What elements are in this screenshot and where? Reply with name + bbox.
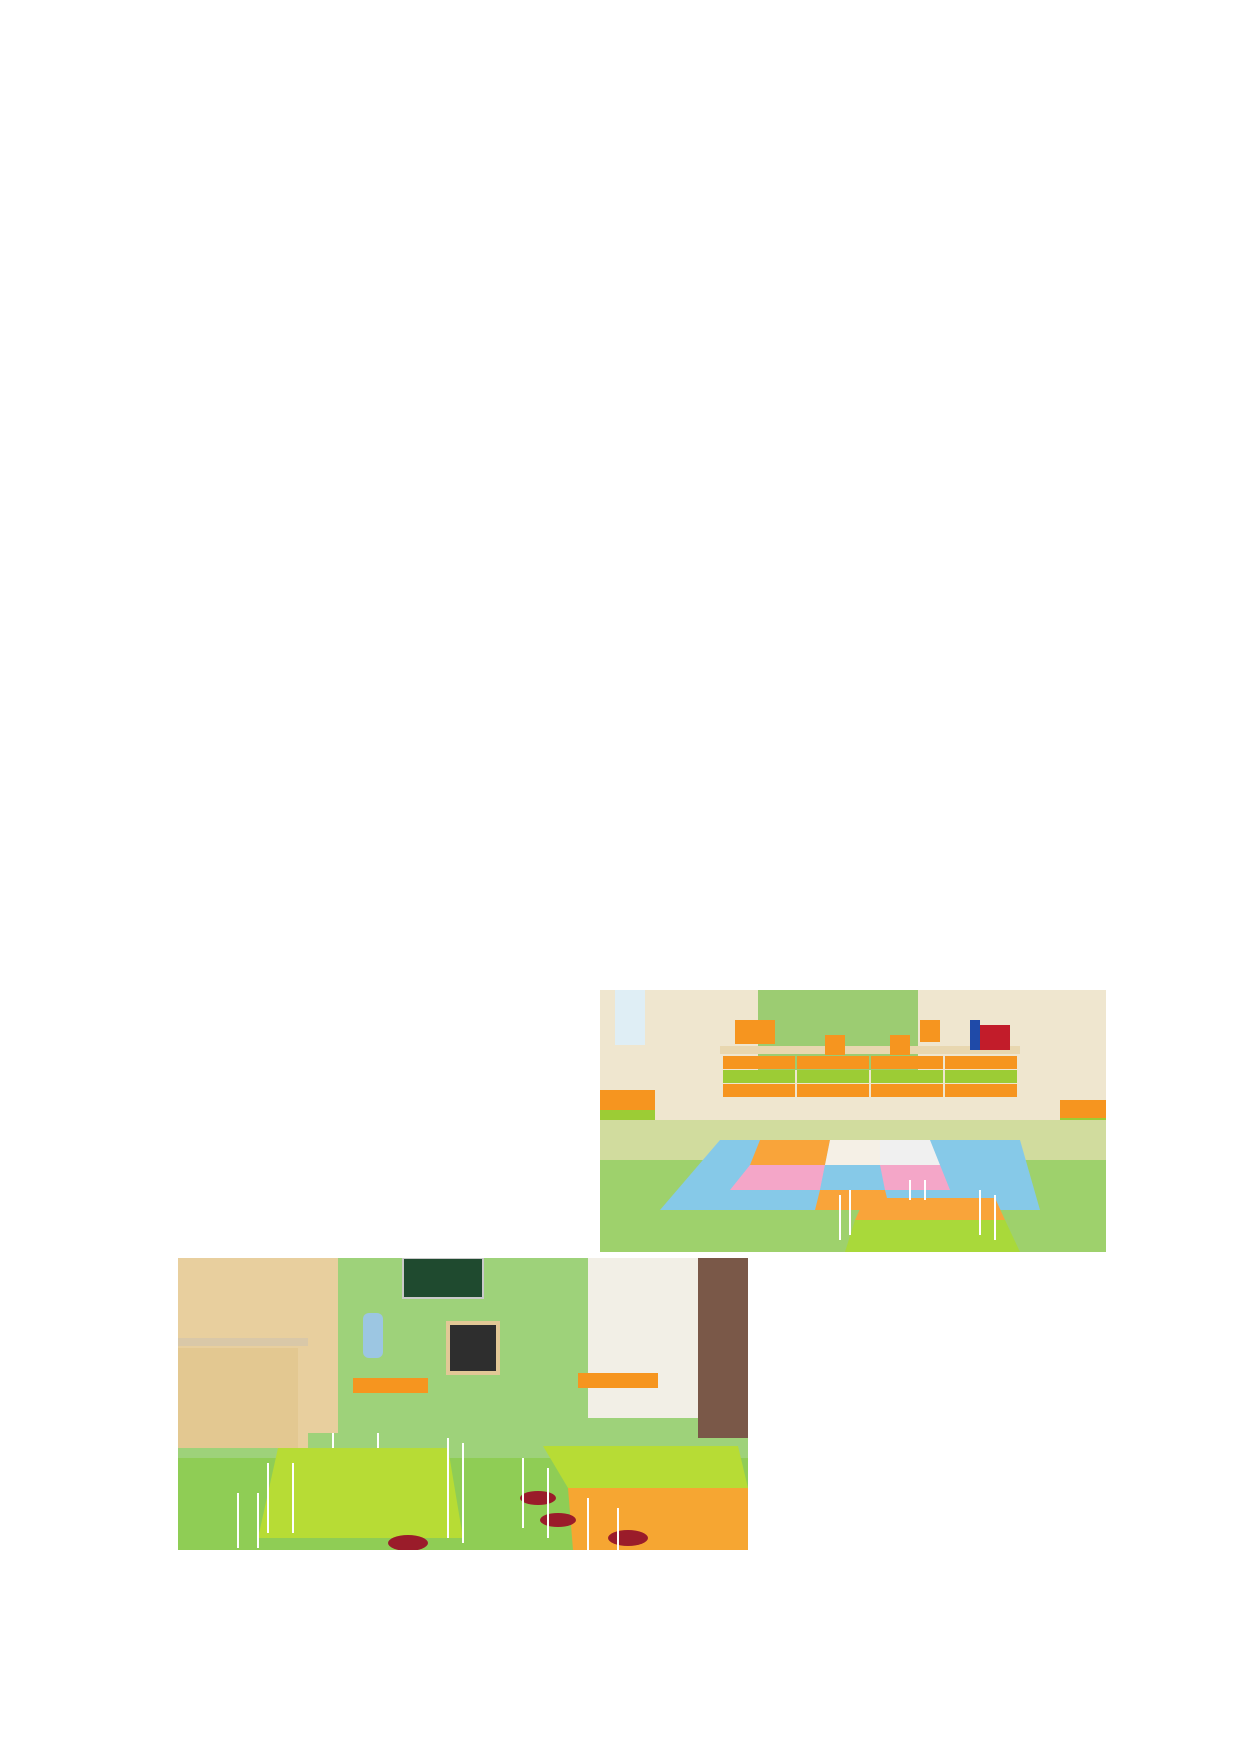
photo-dining-area [178,1258,748,1550]
playroom-photo-image [600,990,1106,1252]
dining-photo-image [178,1258,748,1550]
photo-playroom [600,990,1106,1252]
